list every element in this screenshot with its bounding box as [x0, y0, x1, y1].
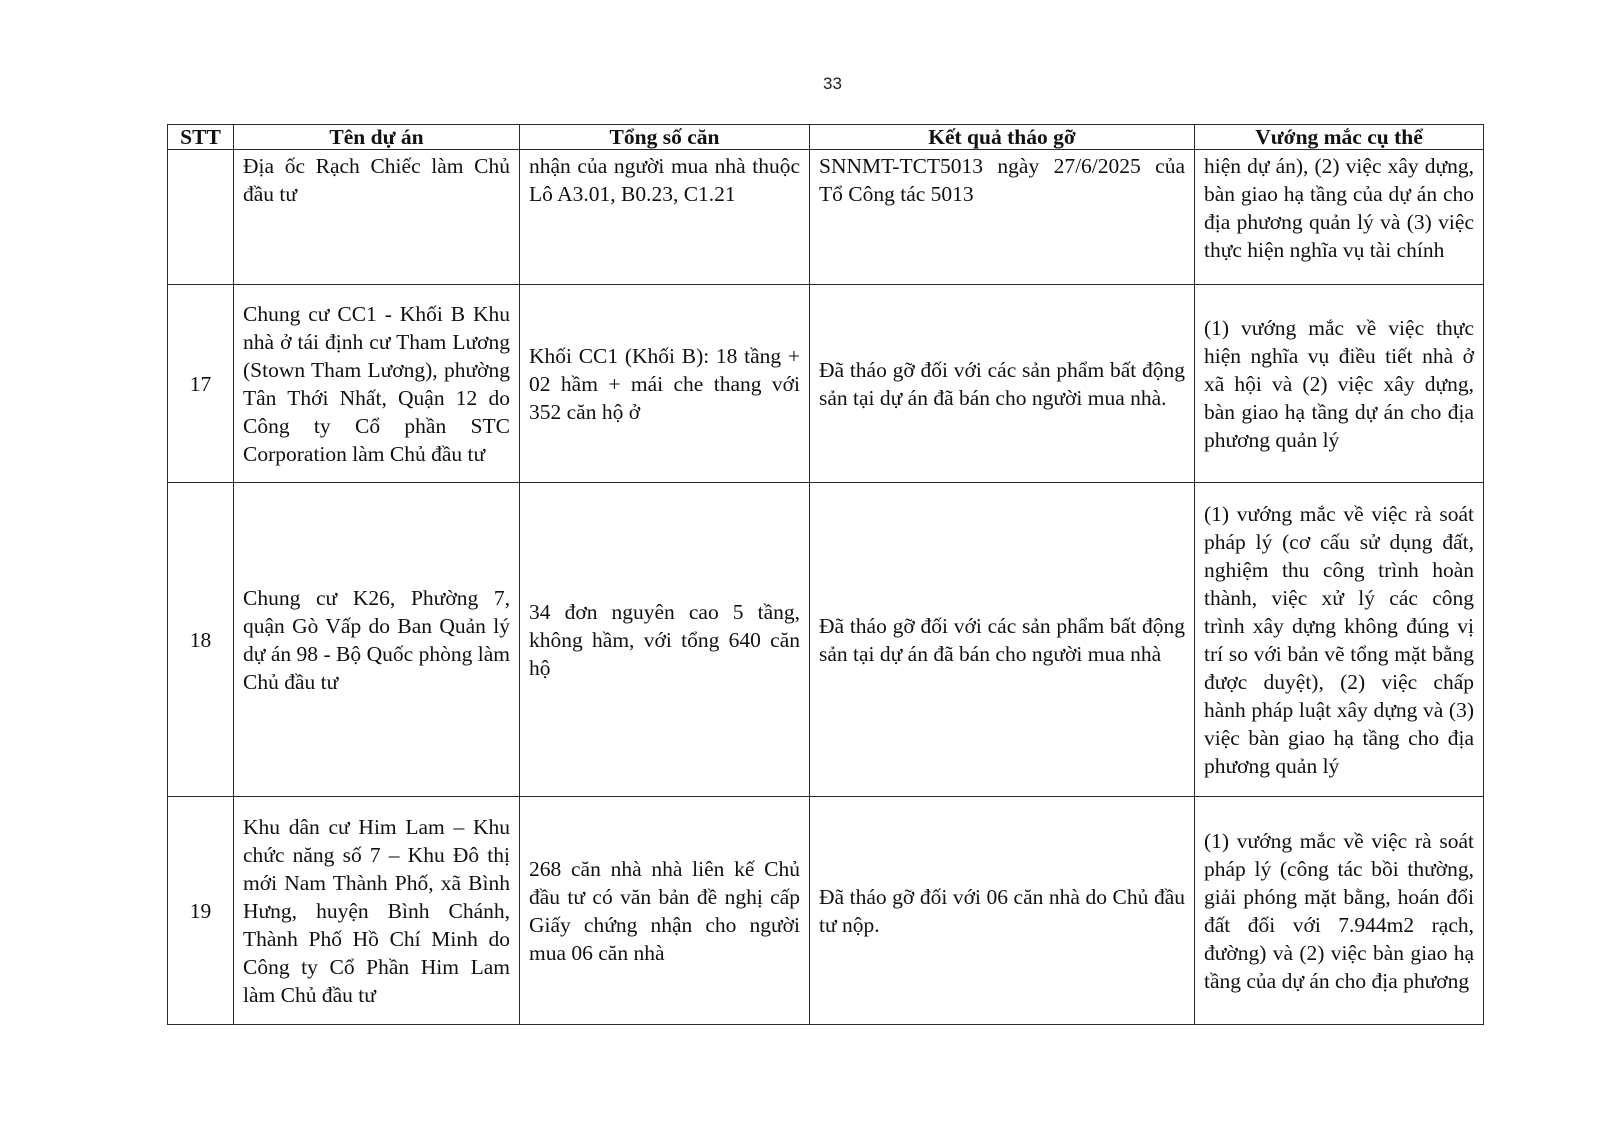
cell-total-units: 34 đơn nguyên cao 5 tầng, không hầm, với tổng 640 căn hộ	[520, 483, 810, 797]
header-total-units: Tổng số căn	[520, 125, 810, 150]
table-row	[168, 483, 1484, 797]
cell-issues: hiện dự án), (2) việc xây dựng, bàn giao hạ tầng của dự án cho địa phương quản lý và (3) việc thực hiện nghĩa vụ tài chính	[1195, 150, 1484, 285]
table-header	[168, 125, 1484, 150]
cell-issues: (1) vướng mắc về việc thực hiện nghĩa vụ điều tiết nhà ở xã hội và (2) việc xây dựng, bàn giao hạ tầng dự án cho địa phương quản lý	[1195, 285, 1484, 483]
cell-total-units: nhận của người mua nhà thuộc Lô A3.01, B0.23, C1.21	[520, 150, 810, 285]
header-result: Kết quả tháo gỡ	[810, 125, 1195, 150]
cell-issues: (1) vướng mắc về việc rà soát pháp lý (cơ cấu sử dụng đất, nghiệm thu công trình hoàn thành, việc xử lý các công trình xây dựng không đúng vị trí so với bản vẽ tổng mặt bằng được duyệt), (2) việc chấp hành pháp luật xây dựng và (3) việc bàn giao hạ tầng cho địa phương quản lý	[1195, 483, 1484, 797]
header-project-name: Tên dự án	[234, 125, 520, 150]
page-number: 33	[823, 74, 842, 93]
cell-result: SNNMT-TCT5013 ngày 27/6/2025 của Tổ Công tác 5013	[810, 150, 1195, 285]
cell-stt: 19	[168, 797, 234, 1025]
table-row	[168, 285, 1484, 483]
header-stt: STT	[168, 125, 234, 150]
cell-project-name: Chung cư CC1 - Khối B Khu nhà ở tái định cư Tham Lương (Stown Tham Lương), phường Tân Thới Nhất, Quận 12 do Công ty Cổ phần STC Corporation làm Chủ đầu tư	[234, 285, 520, 483]
cell-stt: 17	[168, 285, 234, 483]
cell-total-units: Khối CC1 (Khối B): 18 tầng + 02 hầm + mái che thang với 352 căn hộ ở	[520, 285, 810, 483]
cell-stt	[168, 150, 234, 285]
cell-total-units: 268 căn nhà nhà liên kế Chủ đầu tư có văn bản đề nghị cấp Giấy chứng nhận cho người mua 06 căn nhà	[520, 797, 810, 1025]
cell-result: Đã tháo gỡ đối với các sản phẩm bất động sản tại dự án đã bán cho người mua nhà.	[810, 285, 1195, 483]
cell-project-name: Chung cư K26, Phường 7, quận Gò Vấp do Ban Quản lý dự án 98 - Bộ Quốc phòng làm Chủ đầu tư	[234, 483, 520, 797]
cell-stt: 18	[168, 483, 234, 797]
header-row	[168, 125, 1484, 150]
table-body	[168, 150, 1484, 1025]
cell-result: Đã tháo gỡ đối với các sản phẩm bất động sản tại dự án đã bán cho người mua nhà	[810, 483, 1195, 797]
cell-result: Đã tháo gỡ đối với 06 căn nhà do Chủ đầu tư nộp.	[810, 797, 1195, 1025]
table-row	[168, 797, 1484, 1025]
header-issues: Vướng mắc cụ thể	[1195, 125, 1484, 150]
cell-project-name: Địa ốc Rạch Chiếc làm Chủ đầu tư	[234, 150, 520, 285]
table-row	[168, 150, 1484, 285]
cell-issues: (1) vướng mắc về việc rà soát pháp lý (công tác bồi thường, giải phóng mặt bằng, hoán đổi đất đối với 7.944m2 rạch, đường) và (2) việc bàn giao hạ tầng của dự án cho địa phương	[1195, 797, 1484, 1025]
projects-table	[167, 124, 1484, 1025]
cell-project-name: Khu dân cư Him Lam – Khu chức năng số 7 – Khu Đô thị mới Nam Thành Phố, xã Bình Hưng, huyện Bình Chánh, Thành Phố Hồ Chí Minh do Công ty Cổ Phần Him Lam làm Chủ đầu tư	[234, 797, 520, 1025]
